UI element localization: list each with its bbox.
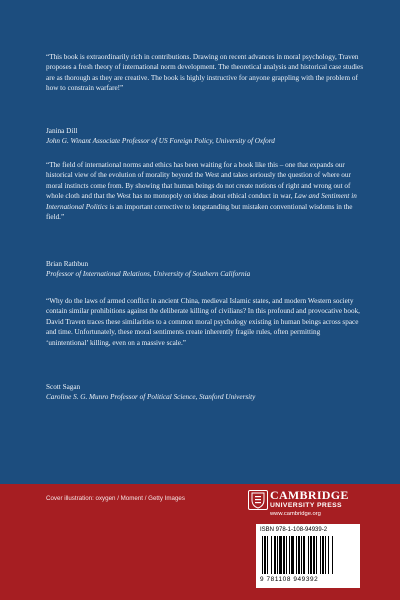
endorsement-author-1	[46, 126, 364, 146]
endorsement-author-3	[46, 382, 364, 402]
cover-credit: Cover illustration: oxygen / Moment / Getty Images	[46, 495, 185, 502]
cambridge-shield-icon	[248, 490, 268, 510]
author-title-1: John G. Winant Associate Professor of US Foreign Policy, University of Oxford	[46, 137, 275, 145]
isbn-barcode	[256, 524, 360, 588]
endorsement-quote-1: “This book is extraordinarily rich in contributions. Drawing on recent advances in moral psychology, Traven proposes a fresh theory of international norm development. The theoretical analysis and historical case studies are as thorough as they are creative. The book is highly instructive for anyone grappling with the problem of how to constrain warfare!”	[46, 53, 364, 93]
endorsement-quote-2	[46, 160, 364, 222]
author-name-1: Janina Dill	[46, 127, 78, 135]
barcode-number: 9 781108 949392	[260, 576, 319, 583]
publisher-name: CAMBRIDGE	[270, 488, 349, 502]
author-title-3: Caroline S. G. Munro Professor of Political Science, Stanford University	[46, 393, 256, 401]
publisher-url: www.cambridge.org	[270, 511, 321, 517]
isbn-label: ISBN 978-1-108-94939-2	[260, 527, 328, 533]
author-title-2: Professor of International Relations, University of Southern California	[46, 270, 251, 278]
quote-2-book-title: Law and Sentiment in International Politics	[46, 192, 357, 211]
quote-2-text-start: “The field of international norms and ethics has been waiting for a book like this – one that expands our historical view of the evolution of morality beyond the West and takes seriously the question of where our moral instincts come from. By showing that human beings do not create notions of right and wrong out of whole cloth and that the West has no monopoly on ideas about ethical conduct in war,	[46, 161, 351, 201]
author-name-3: Scott Sagan	[46, 383, 81, 391]
endorsement-quote-3: “Why do the laws of armed conflict in ancient China, medieval Islamic states, and modern Western society contain similar prohibitions against the deliberate killing of civilians? In this profound and provocative book, David Traven traces these similarities to a common moral psychology existing in human beings across space and time. Unfortunately, these moral sentiments create inherently fragile rules, often permitting ‘unintentional’ killing, even on a massive scale.”	[46, 297, 360, 347]
publisher-subtitle: UNIVERSITY PRESS	[270, 502, 342, 509]
endorsement-author-2	[46, 259, 364, 279]
barcode-icon	[260, 536, 356, 576]
author-name-2: Brian Rathbun	[46, 260, 89, 268]
quote-2-text-end: is an important corrective to longstanding but mistaken conventional wisdoms in the field.”	[46, 202, 353, 222]
